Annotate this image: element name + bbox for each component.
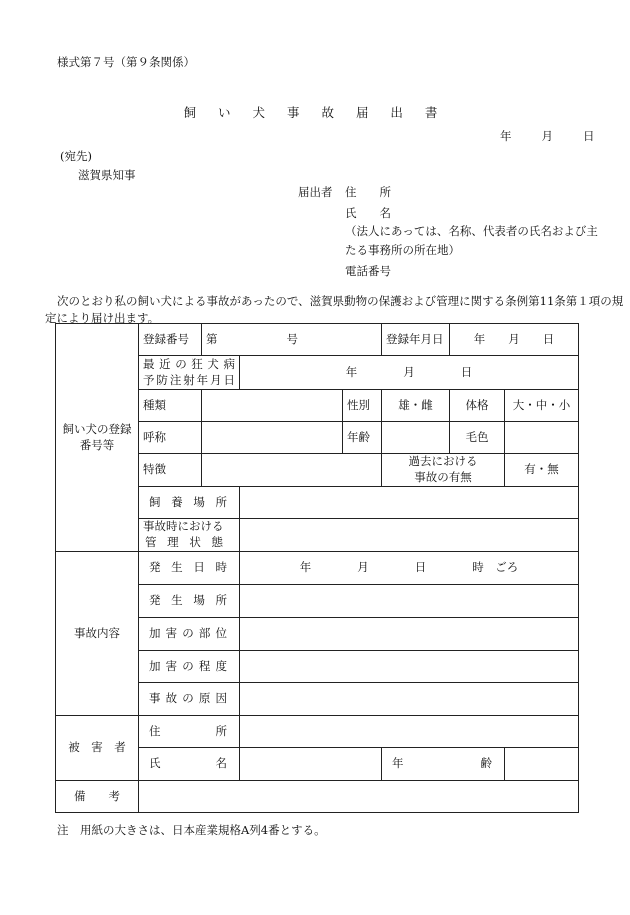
notifier-name-label: 氏 名: [345, 206, 391, 220]
reg-number-label: 登録番号: [139, 324, 202, 356]
accident-section-label: 事故内容: [56, 552, 139, 716]
dog-section-label: 飼い犬の登録番号等: [56, 324, 139, 552]
rabies-vaccination-date-field[interactable]: 年 月 日: [240, 356, 579, 390]
occurred-place-field[interactable]: [240, 585, 579, 618]
remarks-field[interactable]: [139, 781, 579, 813]
dog-name-label: 呼称: [139, 422, 202, 454]
intro-text-line-1: 次のとおり私の飼い犬による事故があったので、滋賀県動物の保護および管理に関する条例第11条第１項の規: [57, 294, 624, 308]
features-field[interactable]: [202, 454, 382, 487]
reg-number-field[interactable]: 第 号: [202, 324, 382, 356]
notifier-address-label: 住 所: [345, 185, 391, 199]
size-field[interactable]: 大・中・小: [505, 390, 579, 422]
features-label: 特徴: [139, 454, 202, 487]
injury-part-field[interactable]: [240, 618, 579, 651]
breed-field[interactable]: [202, 390, 343, 422]
kept-place-field[interactable]: [240, 487, 579, 519]
notifier-label: 届出者: [298, 185, 333, 199]
date-day: 日: [583, 129, 595, 143]
addressee-prefix: (宛先): [60, 149, 92, 163]
footnote: 注 用紙の大きさは、日本産業規格A列4番とする。: [57, 823, 326, 837]
date-month: 月: [541, 129, 553, 143]
accident-cause-label: 事故の原因: [139, 683, 240, 716]
document-title: 飼 い 犬 事 故 届 出 書: [183, 105, 447, 120]
management-state-field[interactable]: [240, 519, 579, 552]
age-label: 年齢: [343, 422, 382, 454]
reg-date-field[interactable]: 年 月 日: [450, 324, 579, 356]
sex-label: 性別: [343, 390, 382, 422]
victim-age-field[interactable]: [505, 748, 579, 781]
accident-report-table: [55, 323, 579, 813]
remarks-label: 備 考: [56, 781, 139, 813]
breed-label: 種類: [139, 390, 202, 422]
victim-name-field[interactable]: [240, 748, 382, 781]
rabies-vaccination-label: 最近の狂犬病 予防注射年月日: [139, 356, 240, 390]
form-number: 様式第７号（第９条関係）: [57, 55, 195, 69]
victim-section-label: 被 害 者: [56, 716, 139, 781]
victim-name-label: 氏 名: [139, 748, 240, 781]
dog-name-field[interactable]: [202, 422, 343, 454]
date-year: 年: [500, 129, 512, 143]
past-accident-field[interactable]: 有・無: [505, 454, 579, 487]
victim-address-field[interactable]: [240, 716, 579, 748]
notifier-corporate-note-2: たる事務所の所在地）: [345, 243, 460, 257]
accident-cause-field[interactable]: [240, 683, 579, 716]
management-state-label: 事故時における 管理状態: [139, 519, 240, 552]
age-field[interactable]: [382, 422, 450, 454]
injury-degree-field[interactable]: [240, 651, 579, 683]
injury-part-label: 加害の部位: [139, 618, 240, 651]
coat-color-label: 毛色: [450, 422, 505, 454]
kept-place-label: 飼養場所: [139, 487, 240, 519]
notifier-corporate-note-1: （法人にあっては、名称、代表者の氏名および主: [345, 224, 598, 238]
notifier-phone-label: 電話番号: [345, 264, 391, 278]
occurred-place-label: 発生場所: [139, 585, 240, 618]
occurred-datetime-field[interactable]: 年 月 日 時 ごろ: [240, 552, 579, 585]
injury-degree-label: 加害の程度: [139, 651, 240, 683]
victim-age-label: 年 齢: [382, 748, 505, 781]
sex-field[interactable]: 雄・雌: [382, 390, 450, 422]
victim-address-label: 住 所: [139, 716, 240, 748]
reg-date-label: 登録年月日: [382, 324, 450, 356]
intro-text-line-2: 定により届け出ます。: [45, 311, 160, 325]
addressee-name: 滋賀県知事: [78, 168, 136, 182]
occurred-datetime-label: 発生日時: [139, 552, 240, 585]
submission-date: [500, 128, 595, 144]
past-accident-label: 過去における 事故の有無: [382, 454, 505, 487]
size-label: 体格: [450, 390, 505, 422]
coat-color-field[interactable]: [505, 422, 579, 454]
